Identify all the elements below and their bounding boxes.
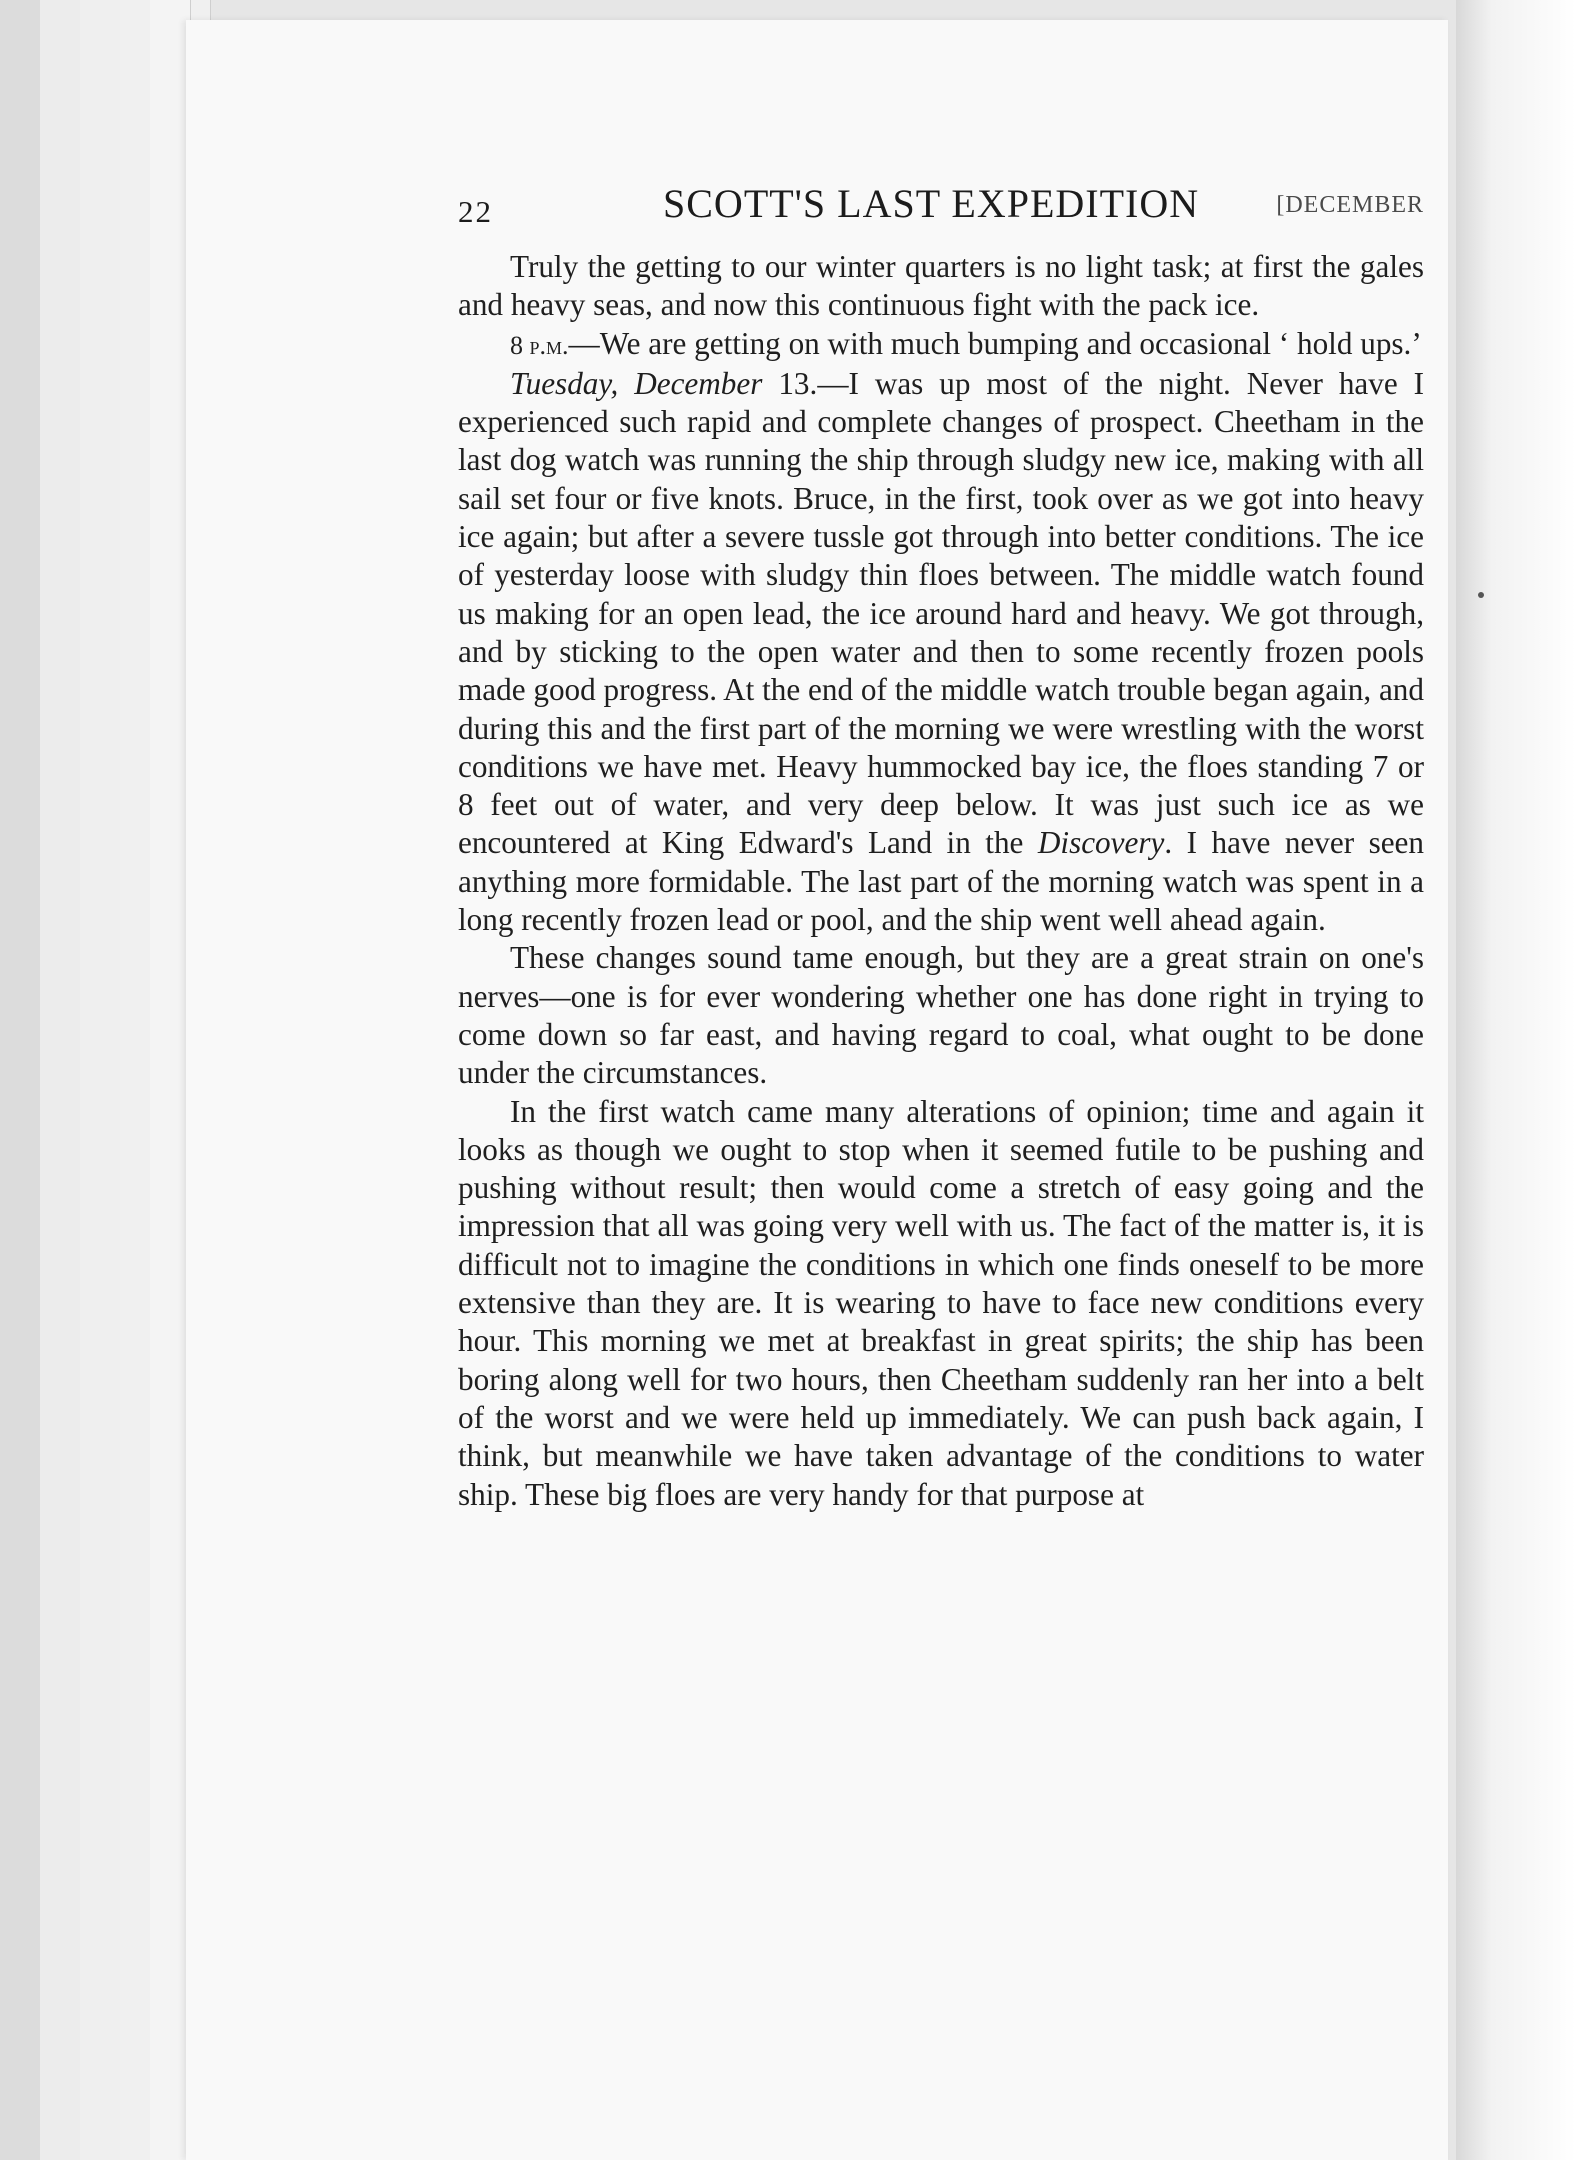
paragraph	[458, 325, 1424, 365]
paragraph	[458, 365, 1424, 939]
paragraph-text: —We are getting on with much bumping and occasional ‘ hold ups.’	[568, 325, 1422, 361]
time-stamp: 8 p.m.	[510, 330, 569, 360]
paragraph: These changes sound tame enough, but they are a great strain on one's nerves—one is for ever wondering whether one has done right in trying to come down so far east, and having regard to coal, what ought to be done under the circumstances.	[458, 940, 1424, 1091]
facing-page-edge	[1456, 0, 1576, 2160]
page-number: 22	[458, 194, 493, 229]
paragraph-text: . I have never seen anything more formidable. The last part of the morning watch was spent in a long recently frozen lead or pool, and the ship went well ahead again.	[458, 825, 1424, 938]
ship-name: Discovery	[1037, 825, 1165, 861]
body-text	[458, 248, 1424, 1514]
scan-speck	[1478, 592, 1484, 598]
paragraph: In the first watch came many alterations of opinion; time and again it looks as though we ought to stop when it seemed futile to be pushing and pushing without result; then would come a stretch of easy going and the impression that all was going very well with us. The fact of the matter is, it is difficult not to imagine the conditions in which one finds oneself to be more extensive than they are. It is wearing to have to face new conditions every hour. This morning we met at breakfast in great spirits; the ship has been boring along well for two hours, then Cheetham suddenly ran her into a belt of the worst and we were held up immediately. We can push back again, I think, but meanwhile we have taken advantage of the conditions to water ship. These big floes are very handy for that purpose at	[458, 1093, 1424, 1512]
section-heading: [DECEMBER	[1276, 192, 1424, 218]
diary-day: 13.	[762, 365, 818, 401]
paragraph-text: —I was up most of the night. Never have I experienced such rapid and complete changes of prospect. Cheetham in the last dog watch was running the ship through sludgy new ice, making with all sail set four or five knots. Bruce, in the first, took over as we got into heavy ice again; but after a severe tussle got through into better conditions. The ice of yesterday loose with sludgy thin floes between. The middle watch found us making for an open lead, the ice around hard and heavy. We got through, and by sticking to the open water and then to some recently frozen pools made good progress. At the end of the middle watch trouble began again, and during this and the first part of the morning we were wrestling with the worst conditions we have met. Heavy hummocked bay ice, the floes standing 7 or 8 feet out of water, and very deep below. It was just such ice as we encountered at King Edward's Land in the	[458, 365, 1425, 861]
paragraph: Truly the getting to our winter quarters is no light task; at first the gales and heavy seas, and now this continuous fight with the pack ice.	[458, 249, 1424, 323]
diary-date: Tuesday, December	[510, 365, 763, 401]
page-title: SCOTT'S LAST EXPEDITION	[663, 181, 1200, 226]
page-edges	[150, 0, 191, 2160]
running-head	[458, 180, 1424, 230]
